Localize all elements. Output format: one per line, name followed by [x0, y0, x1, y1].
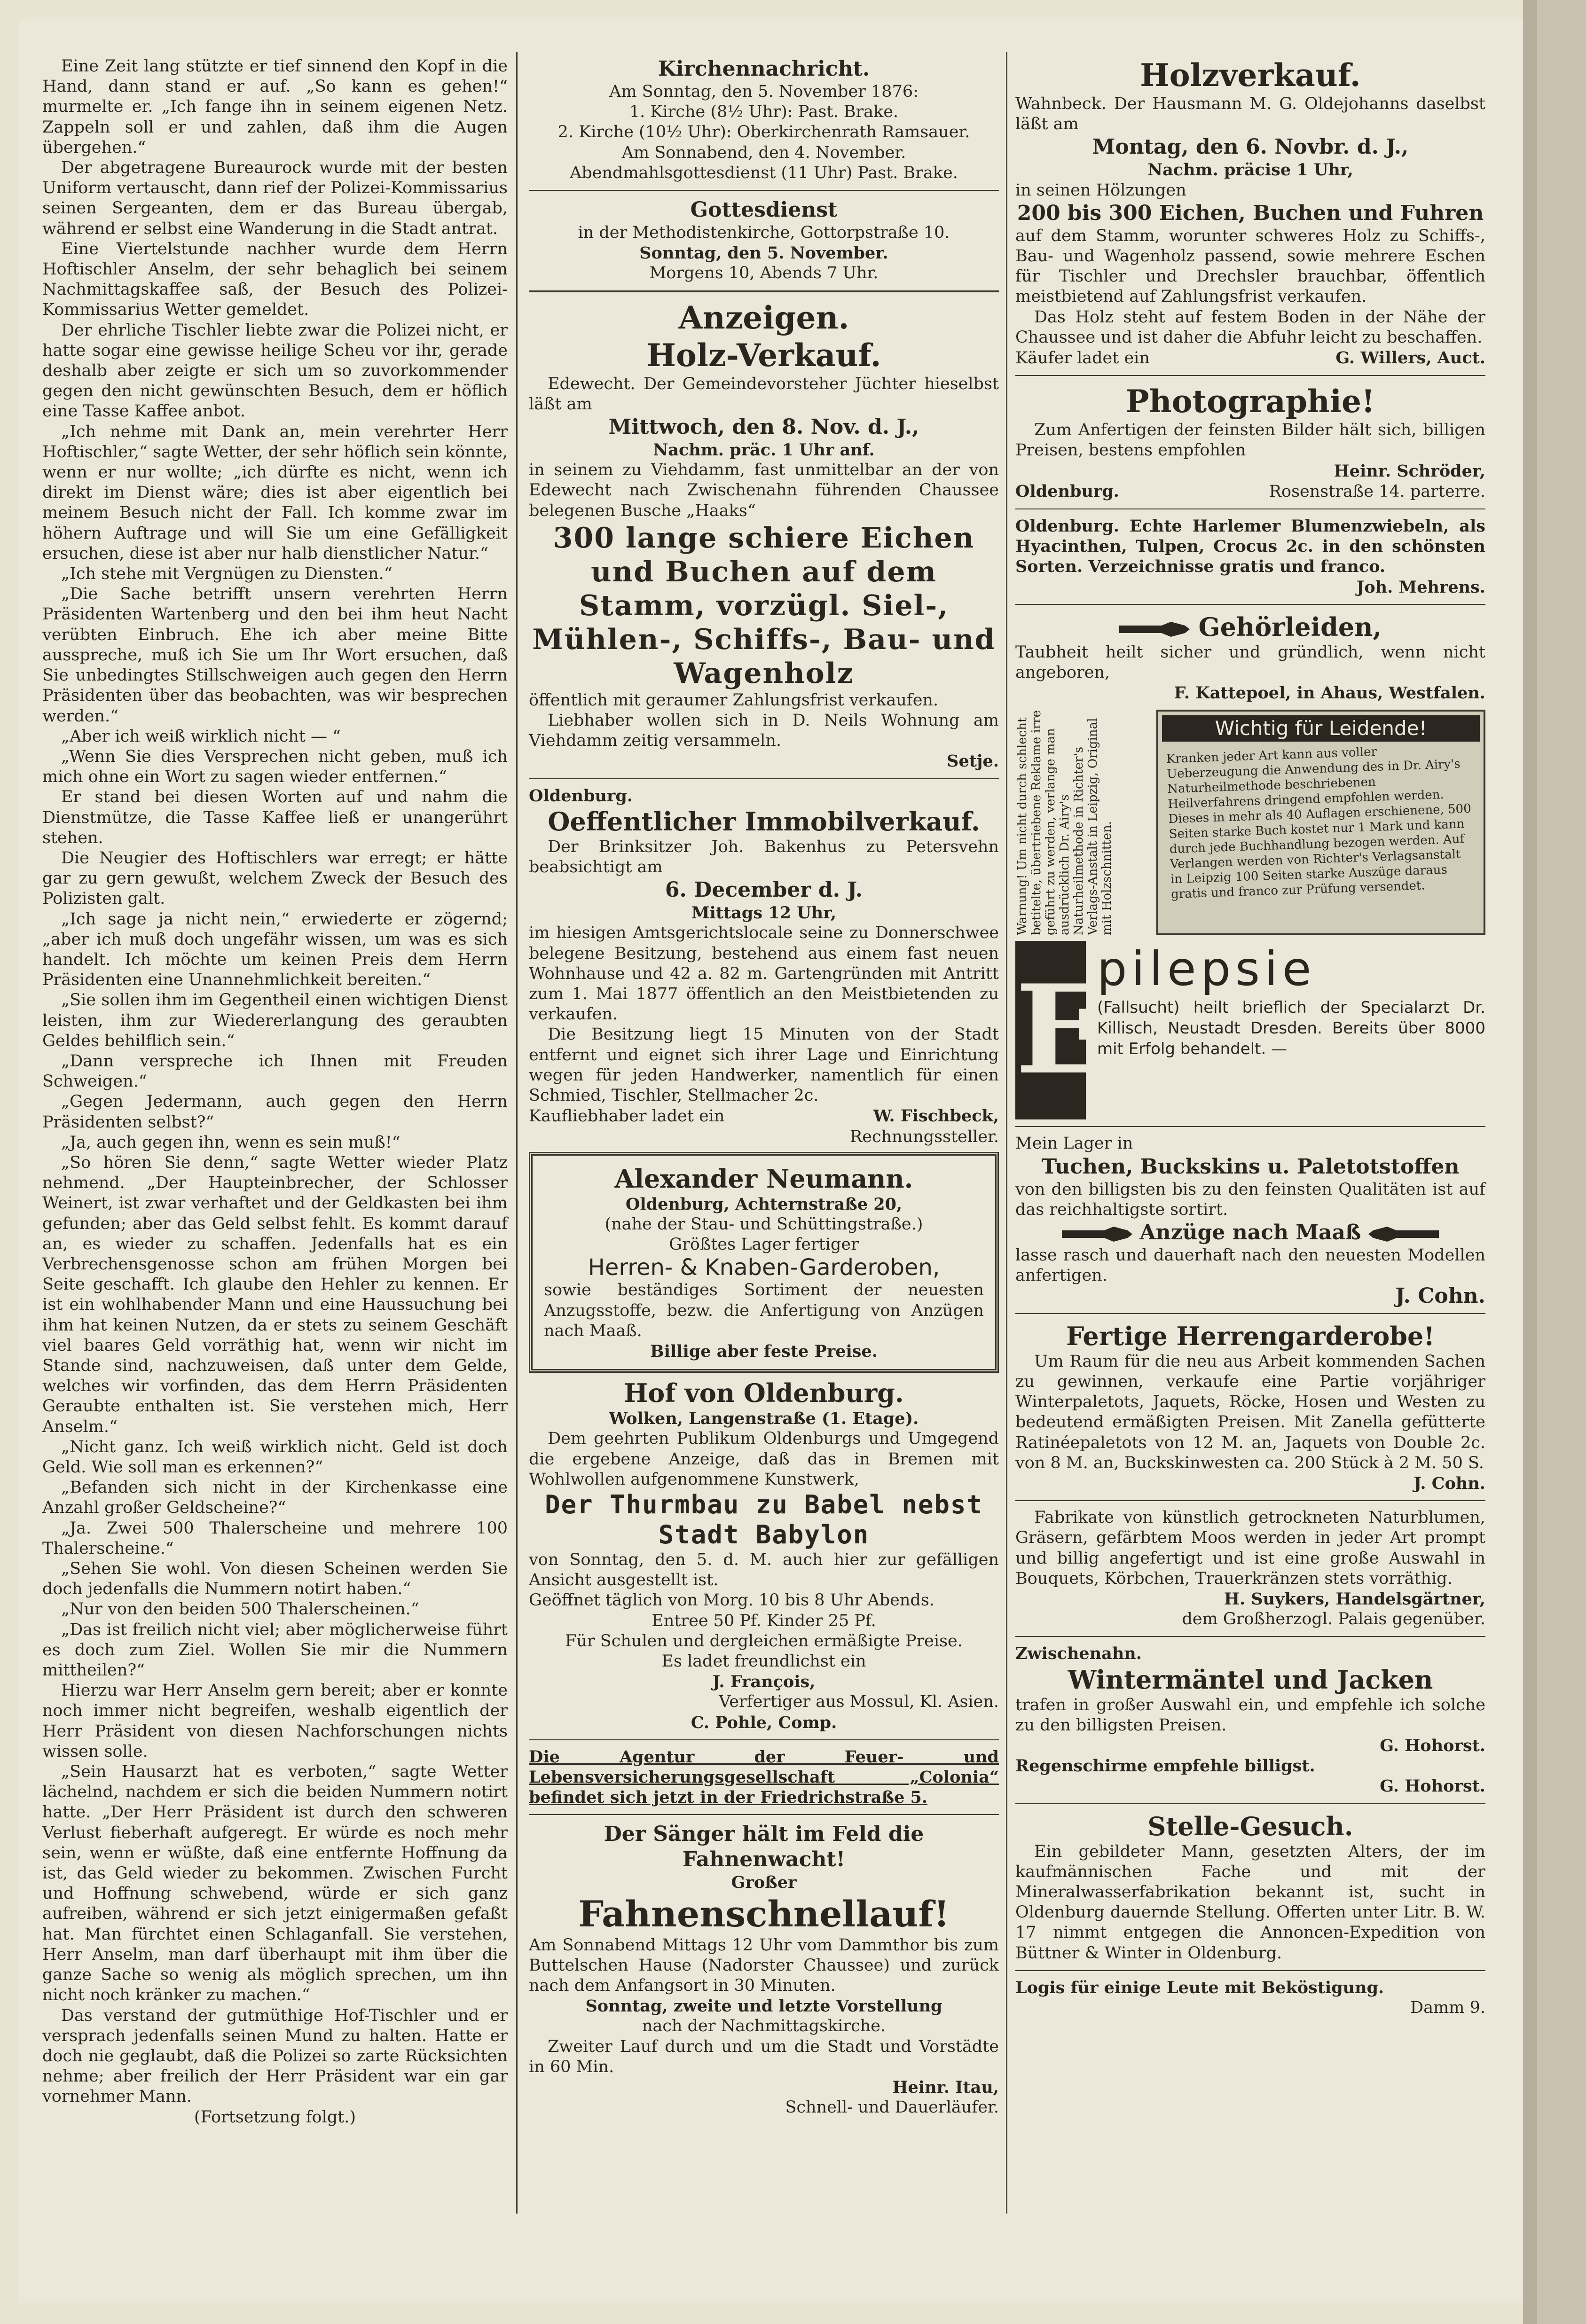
- divider: [529, 1739, 999, 1740]
- hv-place: in seinen Hölzungen: [1015, 180, 1186, 200]
- hof-sign1b: Verfertiger aus Mossul, Kl. Asien.: [719, 1692, 999, 1712]
- alex-near: (nahe der Stau- und Schüttingstraße.): [605, 1214, 923, 1234]
- imm-sign-row: [529, 1106, 999, 1127]
- fahnen-sign2: Schnell- und Dauerläufer.: [785, 2098, 999, 2117]
- hof-invite: Es ladet freundlichst ein: [661, 1651, 866, 1671]
- hohorst-text2: Regenschirme empfehle billigst.: [1015, 1756, 1315, 1776]
- warn-body: Kranken jeder Art kann aus voller Ueberzeugung die Anwendung des in Dr. Airy's Naturheilmethode beschriebenen Heilverfahrens dringend empfohlen werden. Dieses in mehr als 40 Auflagen erschienene, 500 Seiten starke Buch kostet nur 1 Mark und kann durch jede Buchhandlung bezogen werden. Auf Verlangen werden von Richter's Verlagsanstalt in Leipzig 100 Seiten starke Auszüge daraus gratis und franco zur Prüfung versendet.: [1166, 744, 1472, 901]
- epi-text: (Fallsucht) heilt brieflich der Specialarzt Dr. Killisch, Neustadt Dresden. Bereits über 8000 mit Erfolg behandelt. —: [1097, 998, 1485, 1059]
- hv-sign-row: [1015, 348, 1485, 368]
- column-feuilleton: [42, 56, 508, 2128]
- imm-intro: Der Brinksitzer Joh. Bakenhus zu Petersvehn beabsichtigt am: [529, 837, 999, 877]
- divider: [1015, 1313, 1485, 1314]
- page-gutter: [1523, 0, 1537, 2324]
- cohn-intro: Mein Lager in: [1015, 1134, 1133, 1153]
- story-paragraph: „Sie sollen ihm im Gegentheil einen wichtigen Dienst leisten, ihm zur Wiedererlangung des geraubten Geldes behilflich sein.“: [42, 991, 508, 1050]
- photo-place: Oldenburg.: [1015, 481, 1119, 501]
- hv-date: Montag, den 6. Novbr. d. J.,: [1092, 135, 1409, 159]
- hohorst-sign: G. Hohorst.: [1380, 1736, 1485, 1755]
- ads-title: Anzeigen.: [678, 299, 849, 336]
- story-paragraph: Das verstand der gutmüthige Hof-Tischler und er versprach jedenfalls seinen Mund zu halten. Hatte er doch nie geglaubt, daß die Polizei so zarte Rücksichten nehme; aber freilich der Herr Präsident war ein gar vornehmer Mann.: [42, 2006, 508, 2106]
- logis-addr: Damm 9.: [1410, 1998, 1485, 2017]
- story-paragraph: „Dann verspreche ich Ihnen mit Freuden Schweigen.“: [42, 1051, 508, 1091]
- imm-text2: Die Besitzung liegt 15 Minuten von der Stadt entfernt und eignet sich ihrer Lage und Einrichtung wegen für jeden Handwerker, namentlich für einen Schmied, Tischler, Stellmacher 2c.: [529, 1025, 999, 1105]
- newspaper-page: [19, 19, 1523, 2303]
- herren-text: Um Raum für die neu aus Arbeit kommenden Sachen zu gewinnen, verkaufe eine Partie vorjähriger Winterpaletots, Jaquets, Röcke, Hosen und Westen zu bedeutend ermäßigten Preisen. Mit Zanella gefütterte Ratinéepaletots von 12 M. an, Jaquets von Double 2c. von 8 M. an, Buckskinwesten ca. 200 Stück à 2 M. 50 S.: [1015, 1352, 1485, 1472]
- divider: [1015, 375, 1485, 376]
- hof-addr: Wolken, Langenstraße (1. Etage).: [609, 1409, 919, 1429]
- story-paragraph: „Befanden sich nicht in der Kirchenkasse eine Anzahl großer Geldscheine?“: [42, 1478, 508, 1518]
- divider: [529, 290, 999, 292]
- holz-tail: öffentlich mit geraumer Zahlungsfrist verkaufen.: [529, 690, 939, 710]
- continuation-note: (Fortsetzung folgt.): [194, 2107, 356, 2127]
- column-ads-middle: [529, 56, 999, 2118]
- story-paragraph: Der abgetragene Bureaurock wurde mit der besten Uniform vertauscht, dann rief der Polizei-Kommissarius seinen Sergeanten, dem er das Bureau übergab, während er selbst eine Wanderung in die Stadt antrat.: [42, 158, 508, 238]
- story-paragraph: „So hören Sie denn,“ sagte Wetter wieder Platz nehmend. „Der Haupteinbrecher, der Schlosser Weinert, ist zwar verhaftet und der Geldkasten bei ihm gefunden; aber das Geld selbst fehlt. Es kommt darauf an, es wieder zu schaffen. Jedenfalls hat es ein Verbrechensgenosse schon am frühen Morgen bei Seite geschafft. Ich glaube den Hehler zu kennen. Er ist ein wohlhabender Mann und eine Haussuchung bei ihm hat keinen Nutzen, da er stets zu seinem Geschäft viel baares Geld vorräthig hat, wenn wir nicht im Stande sind, nachzuweisen, daß unter dem Gelde, welches wir vorfinden, das dem Herrn Präsidenten Geraubte enthalten ist. Sie verstehen mich, Herr Anselm.“: [42, 1153, 508, 1436]
- warn-title: Wichtig für Leidende!: [1162, 715, 1480, 741]
- warn-main: [1156, 710, 1485, 935]
- imm-date: 6. December d. J.: [665, 878, 863, 902]
- divider: [1015, 604, 1485, 605]
- holz-time: Nachm. präc. 1 Uhr anf.: [653, 440, 875, 460]
- imm-sign: W. Fischbeck,: [873, 1106, 999, 1126]
- holz-tail2: Liebhaber wollen sich in D. Neils Wohnung am Viehdamm zeitig versammeln.: [529, 711, 999, 751]
- imm-sign2: Rechnungssteller.: [849, 1127, 999, 1146]
- photo-sign: Heinr. Schröder,: [1334, 461, 1485, 481]
- hof-sign2: C. Pohle, Comp.: [691, 1713, 837, 1732]
- story-paragraph: „Gegen Jedermann, auch gegen den Herrn Präsidenten selbst?“: [42, 1092, 508, 1132]
- church-line: 2. Kirche (10½ Uhr): Oberkirchenrath Ramsauer.: [557, 123, 970, 142]
- photo-addr: Rosenstraße 14. parterre.: [1269, 482, 1485, 501]
- saenger-line: Der Sänger hält im Feld die Fahnenwacht!: [604, 1822, 924, 1872]
- divider: [1015, 1803, 1485, 1804]
- photo-title: Photographie!: [1126, 383, 1375, 420]
- church-line: Am Sonntag, den 5. November 1876:: [609, 82, 919, 101]
- suykers-sign: H. Suykers, Handelsgärtner,: [1224, 1589, 1485, 1609]
- holz-title: Holz-Verkauf.: [646, 336, 881, 374]
- hv-title: Holzverkauf.: [1140, 57, 1361, 94]
- fahnen-sunday: Sonntag, zweite und letzte Vorstellung: [585, 1996, 942, 2016]
- hof-sign1: J. François,: [712, 1672, 816, 1692]
- fahnen-after: nach der Nachmittagskirche.: [642, 2017, 886, 2036]
- herren-title: Fertige Herrengarderobe!: [1066, 1321, 1435, 1351]
- airy-ad: [1015, 710, 1485, 935]
- epi-title: pilepsie: [1097, 941, 1316, 997]
- fahnen-second: Zweiter Lauf durch und um die Stadt und Vorstädte in 60 Min.: [529, 2037, 999, 2076]
- epi-body: [1097, 941, 1485, 1119]
- pointing-hand-icon: [1368, 1224, 1439, 1244]
- cohn-big: Tuchen, Buckskins u. Paletotstoffen: [1041, 1154, 1460, 1179]
- epi-letter: E: [1015, 941, 1086, 1119]
- cohn-big2: Anzüge nach Maaß: [1139, 1221, 1361, 1245]
- hof-open: Geöffnet täglich von Morg. 10 bis 8 Uhr Abends.: [529, 1591, 934, 1610]
- story-paragraph: „Aber ich weiß wirklich nicht — “: [61, 727, 341, 746]
- hohorst-big: Wintermäntel und Jacken: [1068, 1664, 1433, 1695]
- hv-text2: Das Holz steht auf festem Boden in der Nähe der Chaussee und ist daher die Abfuhr leicht zu beschaffen.: [1015, 307, 1485, 347]
- service-line: in der Methodistenkirche, Gottorpstraße 10.: [578, 223, 950, 243]
- grosser-label: Großer: [731, 1873, 797, 1893]
- gehoer-sign: F. Kattepoel, in Ahaus, Westfalen.: [1174, 683, 1485, 703]
- alexander-neumann-ad: [529, 1152, 999, 1373]
- story-paragraph: Eine Viertelstunde nachher wurde dem Herrn Hoftischler Anselm, der sehr behaglich bei seinem Nachmittagskaffee saß, der Besuch des Polizei-Kommissarius Wetter gemeldet.: [42, 239, 508, 320]
- alex-lager: Größtes Lager fertiger: [669, 1235, 859, 1254]
- holz-big: 300 lange schiere Eichen und Buchen auf dem Stamm, vorzügl. Siel-, Mühlen-, Schiffs-, Bau- und Wagenholz: [532, 521, 996, 690]
- epilepsie-ad: [1015, 941, 1485, 1119]
- suykers-text: Fabrikate von künstlich getrockneten Naturblumen, Gräsern, gefärbtem Moos werden in jeder Art prompt und billig angefertigt und ist eine große Auswahl in Bouquets, Körbchen, Trauerkränzen stets vorräthig.: [1015, 1508, 1485, 1588]
- story-paragraph: „Das ist freilich nicht viel; aber möglicherweise führt es doch zum Ziel. Wollen Sie mir die Nummern mittheilen?“: [42, 1620, 508, 1680]
- photo-text: Zum Anfertigen der feinsten Bilder hält sich, billigen Preisen, bestens empfohlen: [1015, 421, 1485, 460]
- story-paragraph: Der ehrliche Tischler liebte zwar die Polizei nicht, er hatte sogar eine gewisse heilige Scheu vor ihr, gerade deshalb aber zeigte er sich um so zuvorkommender gegen den nicht gewünschten Besuch, dem er höflich eine Tasse Kaffee anbot.: [42, 321, 508, 421]
- photo-addr-row: [1015, 481, 1485, 502]
- divider: [1015, 1636, 1485, 1637]
- column-rule: [516, 52, 518, 2214]
- cohn-heading2: [1015, 1220, 1485, 1245]
- alex-big: Herren- & Knaben-Garderoben,: [588, 1254, 940, 1281]
- fahnen-sign: Heinr. Itau,: [892, 2078, 999, 2097]
- alex-title: Alexander Neumann.: [614, 1163, 913, 1194]
- service-title: Gottesdienst: [690, 198, 838, 222]
- story-paragraph: „Die Sache betrifft unsern verehrten Herrn Präsidenten Wartenberg und den bei ihm heut Nacht verübten Einbruch. Ehe ich aber meine Bitte ausspreche, muß ich Sie um Ihr Wort ersuchen, daß Sie unbedingtes Stillschweigen auch gegen den Herrn Präsidenten über das beobachten, was wir besprechen werden.“: [42, 585, 508, 726]
- cohn-sign: J. Cohn.: [1395, 1284, 1485, 1308]
- divider: [1015, 1970, 1485, 1971]
- cohn-text2: lasse rasch und dauerhaft nach den neuesten Modellen anfertigen.: [1015, 1246, 1485, 1285]
- herren-sign: J. Cohn.: [1413, 1473, 1485, 1493]
- gehoer-text: Taubheit heilt sicher und gründlich, wenn nicht angeboren,: [1015, 642, 1485, 682]
- imm-text: im hiesigen Amtsgerichtslocale seine zu Donnerschwee belegene Besitzung, bestehend aus einem fast neuen Wohnhause und 42 a. 82 m. Gartengründen mit Antritt zum 1. Mai 1877 öffentlich an den Meistbietenden zu verkaufen.: [529, 923, 999, 1024]
- hohorst-text: trafen in großer Auswahl ein, und empfehle ich solche zu den billigsten Preisen.: [1015, 1695, 1485, 1735]
- church-line: 1. Kirche (8½ Uhr): Past. Brake.: [629, 102, 899, 122]
- story-paragraph: „Nur von den beiden 500 Thalerscheinen.“: [61, 1600, 419, 1619]
- hof-title: Hof von Oldenburg.: [624, 1378, 904, 1408]
- imm-time: Mittags 12 Uhr,: [691, 903, 837, 923]
- hof-school: Für Schulen und dergleichen ermäßigte Preise.: [565, 1631, 963, 1651]
- story-paragraph: „Sein Hausarzt hat es verboten,“ sagte Wetter lächelnd, nachdem er sich die beiden Nummern notirt hatte. „Der Herr Präsident ist durch den schweren Verlust fieberhaft aufgeregt. Er würde es noch mehr sein, wenn er wüßte, daß eine entfernte Hoffnung da ist, das Geld wieder zu bekommen. Zwischen Furcht und Hoffnung schwebend, würde er sich ganz aufreiben, während er sich jetzt einigermaßen gefaßt hat. Man fürchtet einen Schlaganfall. Sie verstehen, Herr Anselm, man darf überhaupt mit ihm über die ganze Sache so wenig als möglich sprechen, um ihn nicht noch kränker zu machen.“: [42, 1762, 508, 2005]
- holz-sign: Setje.: [947, 751, 999, 771]
- service-line: Morgens 10, Abends 7 Uhr.: [649, 264, 879, 283]
- warn-side: Warnung! Um nicht durch schlecht betitelte, übertriebene Reklame irre geführt zu werden, verlange man ausdrücklich Dr. Airy's Naturheilmethode in Richter's Verlags-Anstalt in Leipzig, Original mit Holzschnitten.: [1015, 710, 1114, 936]
- logis-text: Logis für einige Leute mit Beköstigung.: [1015, 1978, 1384, 1997]
- hv-sign: G. Willers, Auct.: [1335, 348, 1485, 368]
- story-paragraph: Hierzu war Herr Anselm gern bereit; aber er konnte noch immer nicht begreifen, weshalb eigentlich der Herr Präsident von diesen Nachforschungen nichts wissen solle.: [42, 1681, 508, 1761]
- hv-big: 200 bis 300 Eichen, Buchen und Fuhren: [1017, 201, 1484, 225]
- story-paragraph: „Ich stehe mit Vergnügen zu Diensten.“: [61, 564, 393, 584]
- divider: [529, 190, 999, 191]
- church-title: Kirchennachricht.: [658, 57, 870, 81]
- hof-text2: von Sonntag, den 5. d. M. auch hier zur gefälligen Ansicht ausgestellt ist.: [529, 1550, 999, 1590]
- hohorst-place: Zwischenahn.: [1015, 1644, 1142, 1664]
- stelle-title: Stelle-Gesuch.: [1147, 1811, 1353, 1841]
- story-paragraph: „Ich sage ja nicht nein,“ erwiederte er zögernd; „aber ich muß doch ungefähr wissen, um was es sich handelt. Ich möchte um keinen Preis dem Herrn Präsidenten eine Unannehmlichkeit bereiten.“: [42, 909, 508, 990]
- column-ads-right: [1015, 56, 1485, 2018]
- page-fold: [1537, 0, 1586, 2324]
- story-paragraph: „Sehen Sie wohl. Von diesen Scheinen werden Sie doch jedenfalls die Nummern notirt haben.“: [42, 1559, 508, 1599]
- imm-place: Oldenburg.: [529, 786, 633, 806]
- divider: [529, 1814, 999, 1815]
- story-paragraph: „Nicht ganz. Ich weiß wirklich nicht. Geld ist doch Geld. Wie soll man es erkennen?“: [42, 1437, 508, 1477]
- hv-sign-left: Käufer ladet ein: [1015, 349, 1150, 368]
- divider: [1015, 1126, 1485, 1127]
- church-line: Abendmahlsgottesdienst (11 Uhr) Past. Brake.: [570, 163, 958, 182]
- cohn-text: von den billigsten bis zu den feinsten Qualitäten ist auf das reichhaltigste sortirt.: [1015, 1180, 1485, 1219]
- fahnen-text: Am Sonnabend Mittags 12 Uhr vom Dammthor bis zum Buttelschen Hause (Nadorster Chaussee) und zurück nach dem Anfangsort in 30 Minuten.: [529, 1935, 999, 1995]
- divider: [1015, 1500, 1485, 1501]
- service-line: Sonntag, den 5. November.: [639, 243, 888, 263]
- pointing-hand-icon: [1119, 619, 1190, 640]
- blumen-text: Oldenburg. Echte Harlemer Blumenzwiebeln, als Hyacinthen, Tulpen, Crocus 2c. in den schönsten Sorten. Verzeichnisse gratis und franco.: [1015, 516, 1485, 577]
- divider: [529, 778, 999, 779]
- imm-sign-left: Kaufliebhaber ladet ein: [529, 1107, 725, 1126]
- story-paragraph: „Ich nehme mit Dank an, mein verehrter Herr Hoftischler,“ sagte Wetter, der sehr höflich sein könnte, wenn er nur wollte; „ich dürfte es nicht, wenn ich direkt im Dienst wäre; dies ist aber eigentlich bei meinem Besuch nicht der Fall. Ich komme zwar im höhern Auftrage und will Sie um eine Gefälligkeit ersuchen, diese ist aber nur halb dienstlicher Natur.“: [42, 422, 508, 563]
- fahnen-title: Fahnenschnellauf!: [578, 1893, 950, 1935]
- holz-intro: Edewecht. Der Gemeindevorsteher Jüchter hieselbst läßt am: [529, 374, 999, 414]
- imm-title: Oeffentlicher Immobilverkauf.: [548, 806, 980, 837]
- suykers-sign2: dem Großherzogl. Palais gegenüber.: [1182, 1610, 1485, 1629]
- hof-text: Dem geehrten Publikum Oldenburgs und Umgegend die ergebene Anzeige, daß das in Bremen mit Wohlwollen aufgenommene Kunstwerk,: [529, 1429, 999, 1489]
- hof-big: Der Thurmbau zu Babel nebst Stadt Babylon: [545, 1489, 983, 1549]
- holz-text: in seinem zu Viehdamm, fast unmittelbar an der von Edewecht nach Zwischenahn führenden Chaussee belegenen Busche „Haaks“: [529, 461, 999, 520]
- gehoer-title: Gehörleiden,: [1198, 611, 1382, 642]
- pointing-hand-icon: [1062, 1224, 1132, 1244]
- hv-text: auf dem Stamm, worunter schweres Holz zu Schiffs-, Bau- und Wagenholz passend, sowie mehrere Eschen für Tischler und Drechsler brauchbar, öffentlich meistbietend auf Zahlungsfrist verkaufen.: [1015, 226, 1485, 306]
- story-paragraph: „Wenn Sie dies Versprechen nicht geben, muß ich mich ohne ein Wort zu sagen wieder entfernen.“: [42, 747, 508, 787]
- hv-intro: Wahnbeck. Der Hausmann M. G. Oldejohanns daselbst läßt am: [1015, 94, 1485, 134]
- colonia-notice: Die Agentur der Feuer- und Lebensversicherungsgesellschaft „Colonia“ befindet sich jetzt in der Friedrichstraße 5.: [529, 1747, 999, 1808]
- gehoer-heading: [1015, 611, 1485, 642]
- hohorst-sign2: G. Hohorst.: [1380, 1776, 1485, 1796]
- story-paragraph: Eine Zeit lang stützte er tief sinnend den Kopf in die Hand, dann stand er auf. „So kann es gehen!“ murmelte er. „Ich fange ihn in seinem eigenen Netz. Zappeln soll er und zahlen, daß ihm die Augen übergehen.“: [42, 57, 508, 157]
- alex-text: sowie beständiges Sortiment der neuesten Anzugsstoffe, bezw. die Anfertigung von Anzügen nach Maaß.: [544, 1281, 984, 1340]
- hv-time: Nachm. präcise 1 Uhr,: [1147, 160, 1353, 180]
- column-rule: [1006, 52, 1007, 2214]
- story-paragraph: Die Neugier des Hoftischlers war erregt; er hätte gar zu gern gewußt, welchem Zweck der Besuch des Polizisten galt.: [42, 848, 508, 908]
- story-paragraph: „Ja, auch gegen ihn, wenn es sein muß!“: [61, 1133, 400, 1152]
- story-paragraph: „Ja. Zwei 500 Thalerscheine und mehrere 100 Thalerscheine.“: [42, 1518, 508, 1558]
- blumen-sign: Joh. Mehrens.: [1356, 577, 1485, 597]
- alex-addr: Oldenburg, Achternstraße 20,: [625, 1194, 903, 1214]
- story-paragraph: Er stand bei diesen Worten auf und nahm die Dienstmütze, die Tasse Kaffee ließ er unangerührt stehen.: [42, 788, 508, 847]
- stelle-text: Ein gebildeter Mann, gesetzten Alters, der im kaufmännischen Fache und mit der Mineralwasserfabrikation bekannt ist, sucht in Oldenburg dauernde Stellung. Offerten unter Litr. B. W. 17 nimmt entgegen die Annoncen-Expedition von Büttner & Winter in Oldenburg.: [1015, 1842, 1485, 1963]
- holz-date: Mittwoch, den 8. Nov. d. J.,: [608, 415, 919, 439]
- church-line: Am Sonnabend, den 4. November.: [621, 143, 906, 162]
- alex-price: Billige aber feste Preise.: [650, 1341, 878, 1361]
- hof-price: Entree 50 Pf. Kinder 25 Pf.: [652, 1611, 876, 1630]
